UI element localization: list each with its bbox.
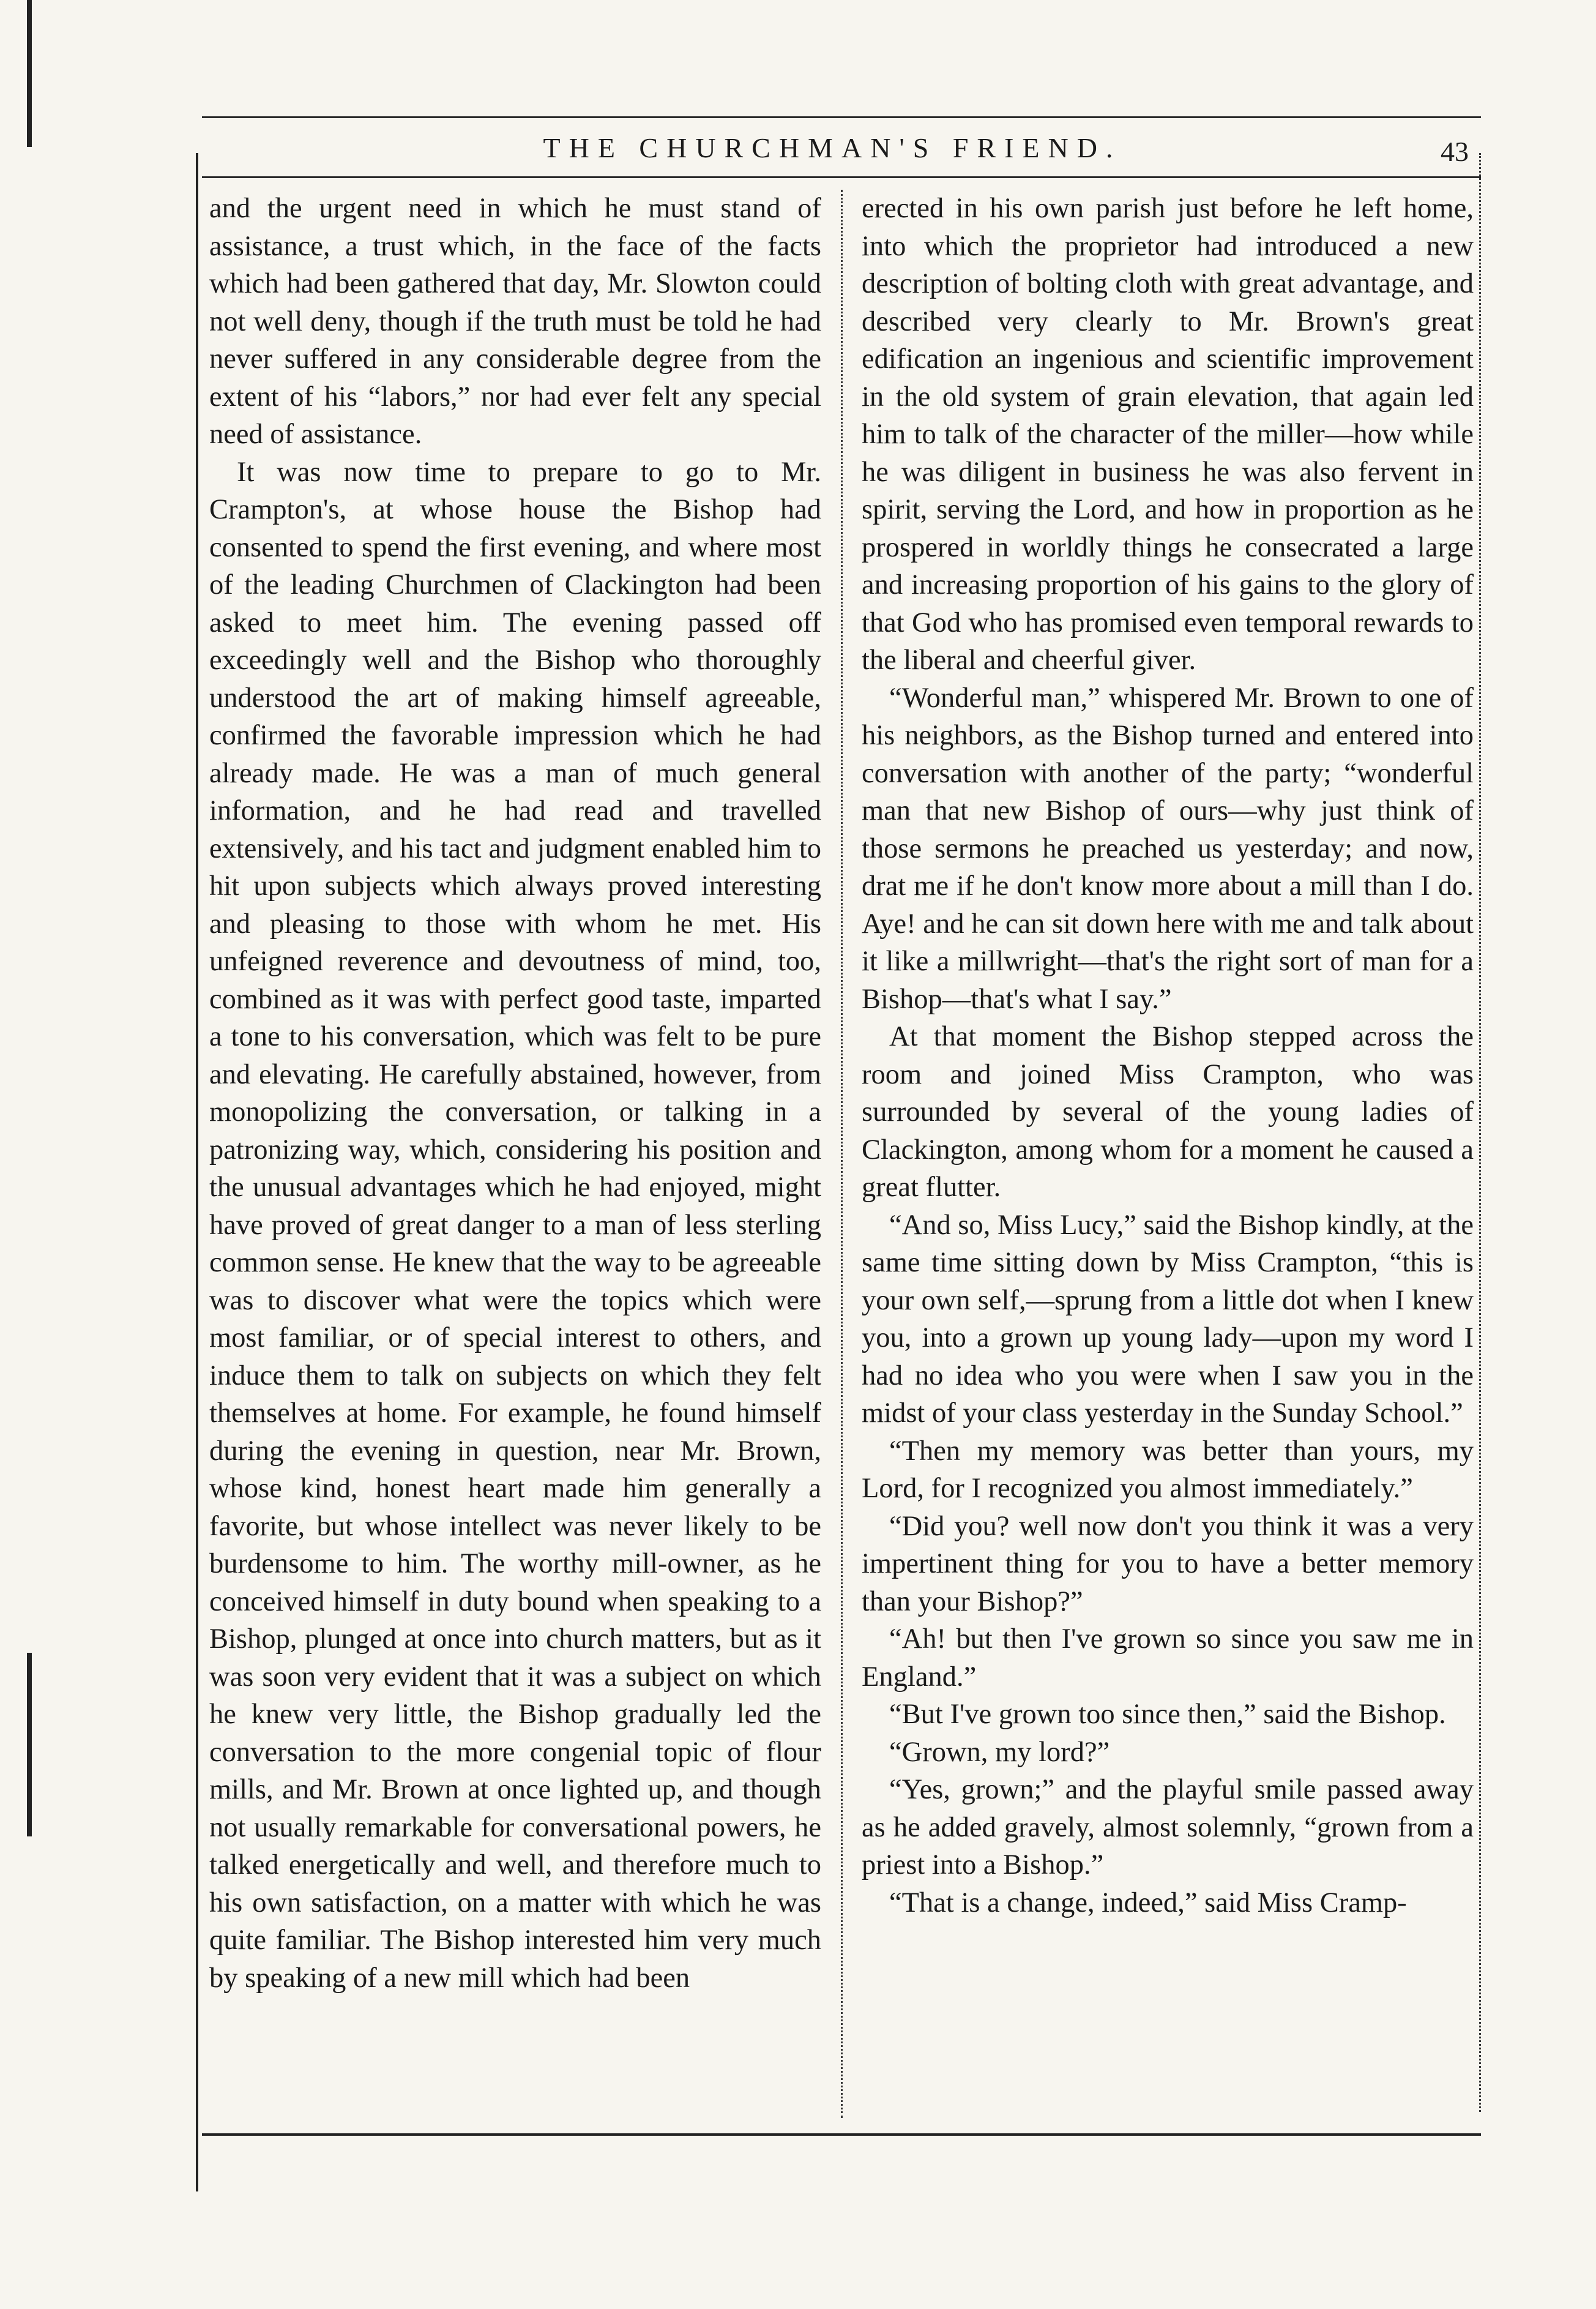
paragraph: “Did you? well now don't you think it was a very impertinent thing for you to have a better memory than your Bishop?” [862, 1510, 1474, 1617]
paragraph: “But I've grown too since then,” said the Bishop. [889, 1699, 1446, 1730]
bottom-rule [202, 2133, 1481, 2136]
paragraph: “Then my memory was better than yours, my Lord, for I recognized you almost immediately.” [862, 1435, 1474, 1504]
running-title: THE CHURCHMAN'S FRIEND. [543, 132, 1122, 163]
paragraph: erected in his own parish just before he left home, into which the proprietor had introduced a new description of bolting cloth with great advantage, and described very clearly to Mr. Brown's great edification an ingenious and scientific improvement in the old system of grain elevation, that again led him to talk of the character of the miller—how while he was diligent in business he was also fervent in spirit, serving the Lord, and how in proportion as he prospered in worldly things he consecrated a large and increasing proportion of his gains to the glory of that God who has promised even temporal rewards to the liberal and cheerful giver. [862, 193, 1474, 676]
top-rule [202, 116, 1481, 118]
right-border [1479, 153, 1481, 2112]
left-column [209, 190, 821, 2118]
page [184, 104, 1481, 2204]
paragraph: At that moment the Bishop stepped across the room and joined Miss Crampton, who was surrounded by several of the young ladies of Clackington, among whom for a moment he caused a great flutter. [862, 1021, 1474, 1203]
page-number: 43 [1441, 136, 1469, 167]
paragraph: “Grown, my lord?” [889, 1736, 1110, 1768]
column-divider [841, 190, 843, 2118]
paragraph: It was now time to prepare to go to Mr. Crampton's, at whose house the Bishop had consented to spend the first evening, and where most of the leading Churchmen of Clackington had been asked to meet him. The evening passed off exceedingly well and the Bishop who thoroughly understood the art of making himself agreeable, confirmed the favorable impression which he had already made. He was a man of much general information, and he had read and travelled extensively, and his tact and judgment enabled him to hit upon subjects which always proved interesting and pleasing to those with whom he met. His unfeigned reverence and devoutness of mind, too, combined as it was with perfect good taste, imparted a tone to his conversation, which was felt to be pure and elevating. He carefully abstained, however, from monopolizing the conversation, or talking in a patronizing way, which, considering his position and the unusual advantages which he had enjoyed, might have proved of great danger to a man of less sterling common sense. He knew that the way to be agreeable was to discover what were the topics which were most familiar, or of special interest to others, and induce them to talk on subjects on which they felt themselves at home. For example, he found himself during the evening in question, near Mr. Brown, whose kind, honest heart made him generally a favorite, but whose intellect was never likely to be burdensome to him. The worthy mill-owner, as he conceived himself in duty bound when speaking to a Bishop, plunged at once into church matters, but as it was soon very evident that it was a subject on which he knew very little, the Bishop gradually led the conversation to the more congenial topic of flour mills, and Mr. Brown at once lighted up, and though not usually remarkable for conversational powers, he talked energetically and well, and therefore much to his own satisfaction, on a matter with which he was quite familiar. The Bishop interested him very much by speaking of a new mill which had been [209, 456, 821, 1994]
paragraph: “Yes, grown;” and the playful smile passed away as he added gravely, almost solemnly, “grown from a priest into a Bishop.” [862, 1774, 1474, 1881]
left-border [196, 153, 198, 2191]
right-column [862, 190, 1474, 2118]
paragraph: “That is a change, indeed,” said Miss Cramp- [889, 1887, 1407, 1918]
header-rule [202, 176, 1481, 178]
paragraph: “And so, Miss Lucy,” said the Bishop kindly, at the same time sitting down by Miss Crampton, “this is your own self,—sprung from a little dot when I knew you, into a grown up young lady—upon my word I had no idea who you were when I saw you in the midst of your class yesterday in the Sunday School.” [862, 1209, 1474, 1429]
margin-mark [27, 0, 32, 147]
paragraph: “Wonderful man,” whispered Mr. Brown to one of his neighbors, as the Bishop turned and entered into conversation with another of the party; “wonderful man that new Bishop of ours—why just think of those sermons he preached us yesterday; and now, drat me if he don't know more about a mill than I do. Aye! and he can sit down here with me and talk about it like a millwright—that's the right sort of man for a Bishop—that's what I say.” [862, 682, 1474, 1015]
paragraph: and the urgent need in which he must stand of assistance, a trust which, in the face of the facts which had been gathered that day, Mr. Slowton could not well deny, though if the truth must be told he had never suffered in any considerable degree from the extent of his “labors,” nor had ever felt any special need of assistance. [209, 193, 821, 450]
page-header [184, 132, 1481, 181]
margin-mark [27, 1653, 32, 1836]
paragraph: “Ah! but then I've grown so since you saw me in England.” [862, 1623, 1474, 1693]
